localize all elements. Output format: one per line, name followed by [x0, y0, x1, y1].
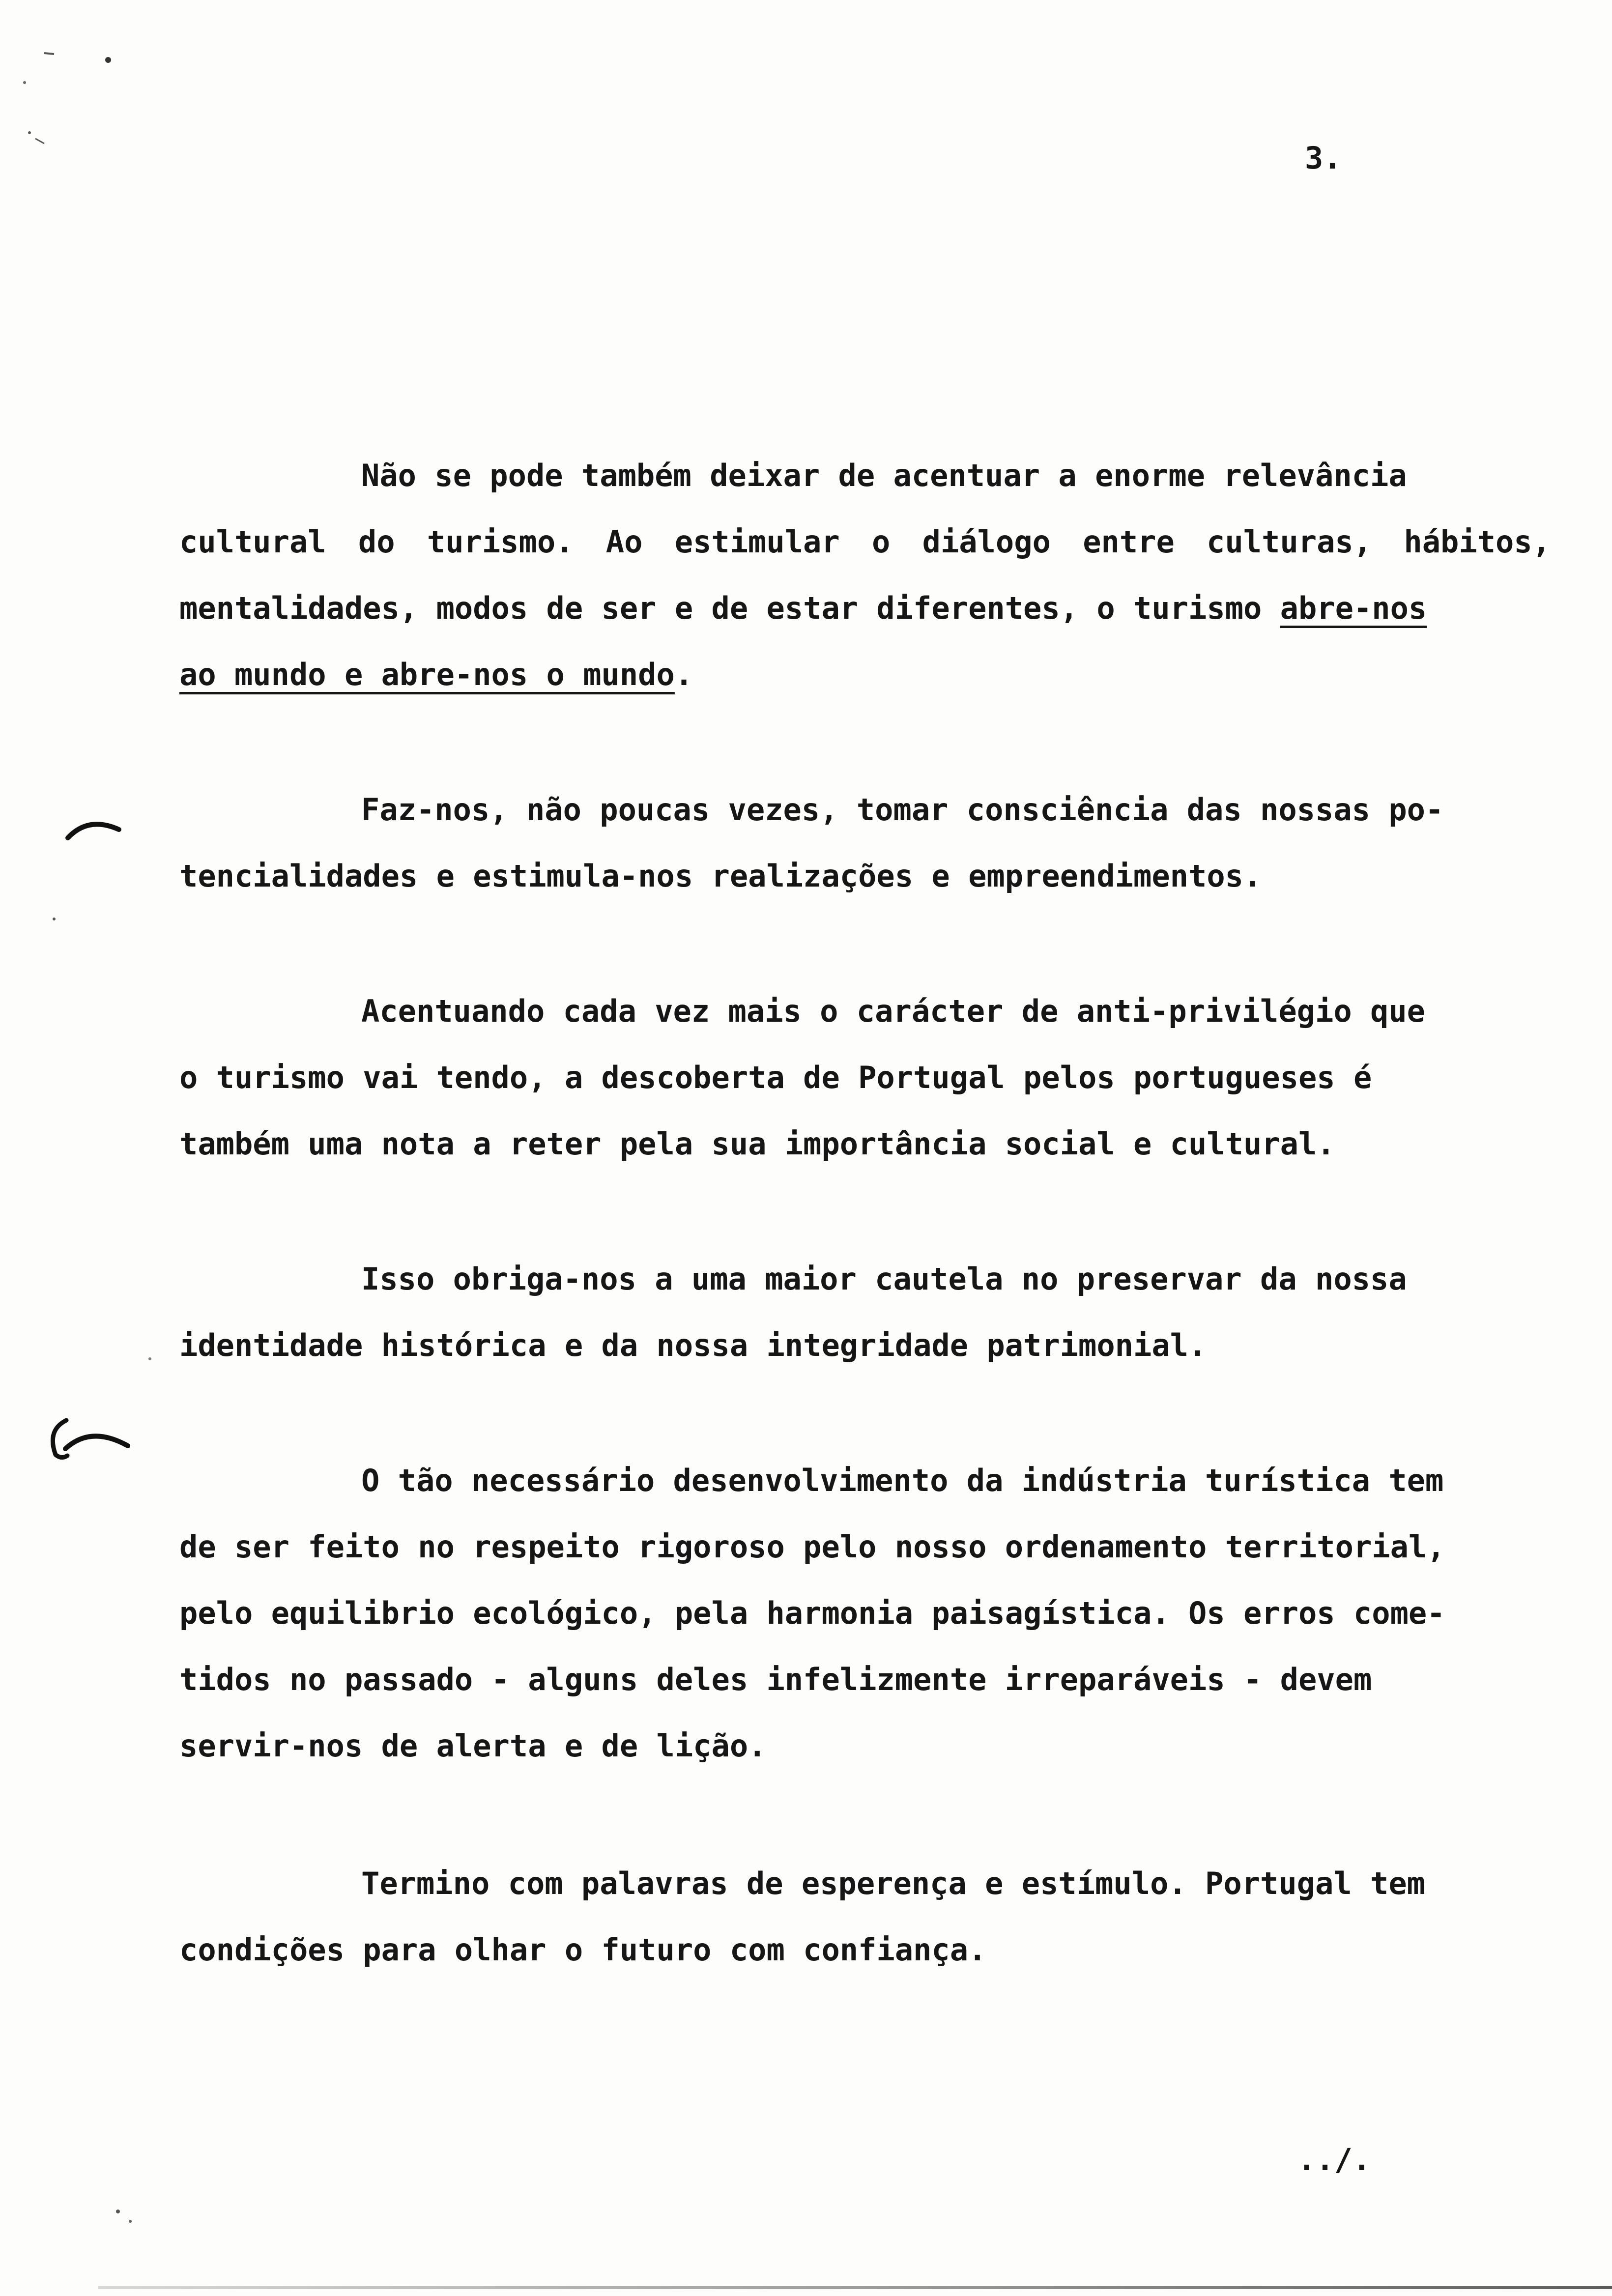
paragraph-line: Termino com palavras de esperença e estímulo. Portugal tem — [361, 1866, 1425, 1901]
page-bottom-edge — [98, 2286, 1612, 2289]
paragraph-2 — [179, 776, 1551, 909]
paragraph-3 — [179, 978, 1551, 1177]
underlined-phrase-start: abre-nos — [1280, 590, 1427, 626]
paragraph-line: O tão necessário desenvolvimento da indústria turística tem — [361, 1463, 1444, 1498]
paragraph-line: tencialidades e estimula-nos realizações e empreendimentos. — [179, 858, 1262, 894]
paragraph-line: Faz-nos, não poucas vezes, tomar consciência das nossas po- — [361, 792, 1444, 828]
paragraph-line: tidos no passado - alguns deles infelizmente irreparáveis - devem — [179, 1662, 1372, 1697]
margin-bracket-mark — [64, 806, 128, 855]
paragraph-5 — [179, 1447, 1551, 1779]
paragraph-line: de ser feito no respeito rigoroso pelo nosso ordenamento territorial, — [179, 1529, 1445, 1565]
paragraph-4 — [179, 1246, 1551, 1378]
paragraph-line-period: . — [674, 657, 693, 692]
paragraph-1 — [179, 442, 1551, 708]
bottom-speck-marks — [108, 2202, 147, 2241]
paragraph-line: Isso obriga-nos a uma maior cautela no preservar da nossa — [361, 1261, 1407, 1297]
underlined-phrase-end: ao mundo e abre-nos o mundo — [179, 657, 675, 692]
paragraph-line: Acentuando cada vez mais o carácter de anti-privilégio que — [361, 993, 1425, 1029]
continuation-mark: ../. — [1297, 2142, 1371, 2178]
paragraph-line: também uma nota a reter pela sua importância social e cultural. — [179, 1126, 1335, 1162]
paragraph-line: identidade histórica e da nossa integridade patrimonial. — [179, 1327, 1207, 1363]
margin-speck — [49, 914, 59, 924]
paragraph-line: condições para olhar o futuro com confiança. — [179, 1932, 987, 1968]
margin-speck-2 — [145, 1354, 155, 1364]
paragraph-line: cultural do turismo. Ao estimular o diálogo entre culturas, hábitos, — [179, 524, 1551, 560]
paragraph-line-text: mentalidades, modos de ser e de estar diferentes, o turismo — [179, 590, 1280, 626]
scan-speck-marks — [10, 29, 128, 187]
paragraph-line: Não se pode também deixar de acentuar a enorme relevância — [361, 458, 1407, 493]
paragraph-line: pelo equilibrio ecológico, pela harmonia paisagística. Os erros come- — [179, 1595, 1445, 1631]
paragraph-6 — [179, 1850, 1551, 1983]
margin-hook-mark — [47, 1410, 135, 1474]
page-number: 3. — [1305, 140, 1342, 176]
paragraph-line — [179, 575, 1551, 641]
paragraph-line — [179, 641, 1551, 708]
paragraph-line: servir-nos de alerta e de lição. — [179, 1728, 767, 1764]
paragraph-line: o turismo vai tendo, a descoberta de Portugal pelos portugueses é — [179, 1060, 1372, 1095]
